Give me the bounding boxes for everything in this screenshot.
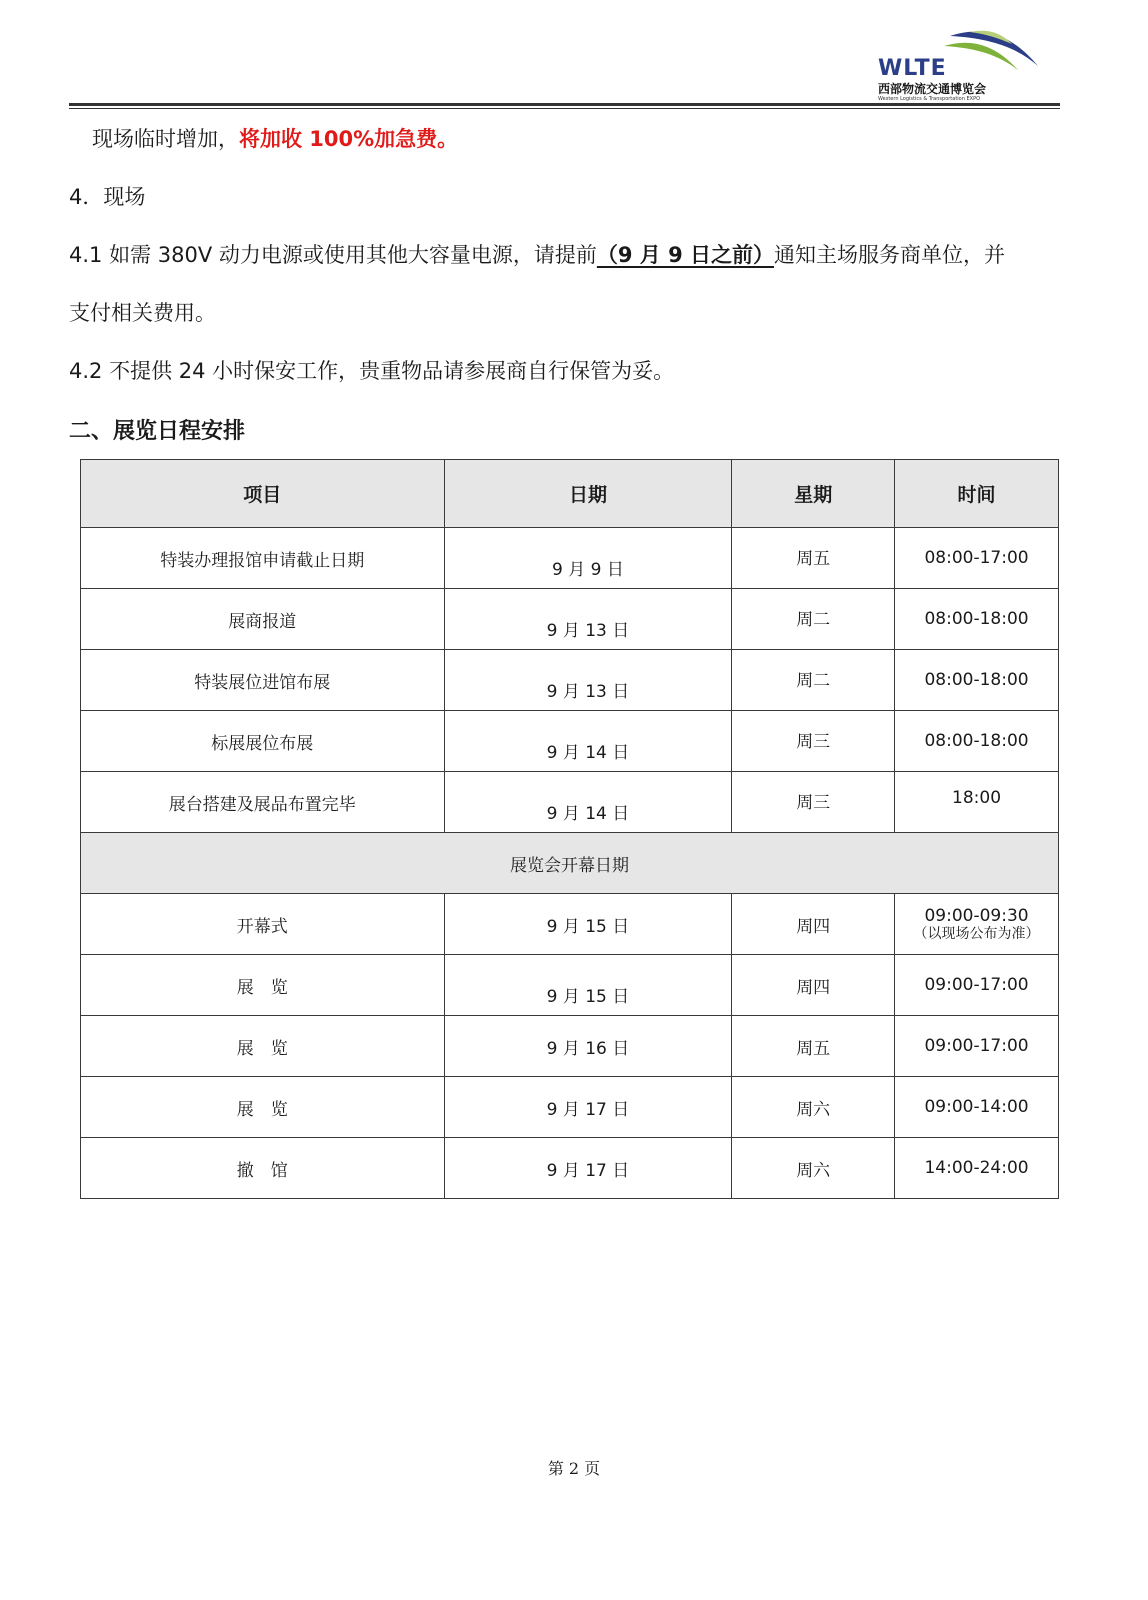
cell-date: 9 月 16 日 (444, 1016, 732, 1077)
cell-time: 09:00-14:00 (895, 1077, 1059, 1138)
cell-time: 09:00-17:00 (895, 1016, 1059, 1077)
cell-time: 08:00-18:00 (895, 589, 1059, 650)
cell-date: 9 月 15 日 (444, 955, 732, 1016)
cell-time (895, 894, 1059, 955)
surcharge-text: 现场临时增加， (92, 127, 239, 151)
cell-date: 9 月 17 日 (444, 1138, 732, 1199)
paragraph-4-1-cont: 支付相关费用。 (69, 301, 216, 325)
header-time: 时间 (895, 460, 1059, 528)
paragraph-4-1 (69, 240, 1005, 270)
cell-time: 08:00-18:00 (895, 711, 1059, 772)
cell-weekday: 周五 (732, 528, 895, 589)
table-row (81, 528, 1059, 589)
cell-item: 特装展位进馆布展 (81, 650, 445, 711)
cell-date: 9 月 13 日 (444, 589, 732, 650)
cell-date: 9 月 14 日 (444, 711, 732, 772)
item-4-1-text: 4.1 如需 380V 动力电源或使用其他大容量电源，请提前 (69, 243, 597, 267)
cell-time: 08:00-18:00 (895, 650, 1059, 711)
cell-item: 开幕式 (81, 894, 445, 955)
section-4-title: 4．现场 (69, 185, 146, 209)
cell-item: 展 览 (81, 955, 445, 1016)
table-row (81, 650, 1059, 711)
table-row (81, 589, 1059, 650)
header-rule-thin (69, 108, 1060, 109)
table-row (81, 1138, 1059, 1199)
cell-item: 特装办理报馆申请截止日期 (81, 528, 445, 589)
paragraph-surcharge (92, 124, 458, 154)
cell-time-value: 09:00-09:30 (924, 906, 1029, 926)
cell-date: 9 月 17 日 (444, 1077, 732, 1138)
cell-item: 标展展位布展 (81, 711, 445, 772)
table-row (81, 772, 1059, 833)
cell-weekday: 周二 (732, 650, 895, 711)
logo-chinese-name: 西部物流交通博览会 (878, 82, 987, 96)
cell-time: 09:00-17:00 (895, 955, 1059, 1016)
cell-date: 9 月 14 日 (444, 772, 732, 833)
cell-weekday: 周二 (732, 589, 895, 650)
cell-item: 撤 馆 (81, 1138, 445, 1199)
cell-time: 08:00-17:00 (895, 528, 1059, 589)
cell-weekday: 周三 (732, 772, 895, 833)
paragraph-4-2: 4.2 不提供 24 小时保安工作，贵重物品请参展商自行保管为妥。 (69, 359, 675, 383)
opening-dates-label: 展览会开幕日期 (81, 833, 1059, 894)
cell-date: 9 月 13 日 (444, 650, 732, 711)
surcharge-emphasis: 将加收 100%加急费。 (239, 127, 459, 151)
page-number: 第 2 页 (547, 1459, 601, 1478)
table-header-row (81, 460, 1059, 528)
item-4-1-suffix: 通知主场服务商单位，并 (774, 243, 1006, 267)
cell-date: 9 月 9 日 (444, 528, 732, 589)
cell-time: 18:00 (895, 772, 1059, 833)
table-row (81, 711, 1059, 772)
logo-brand: WLTE (878, 56, 947, 81)
cell-weekday: 周四 (732, 955, 895, 1016)
table-row (81, 955, 1059, 1016)
expo-logo (878, 28, 1058, 100)
cell-item: 展商报道 (81, 589, 445, 650)
cell-weekday: 周四 (732, 894, 895, 955)
table-row (81, 1016, 1059, 1077)
cell-item: 展 览 (81, 1016, 445, 1077)
cell-item: 展台搭建及展品布置完毕 (81, 772, 445, 833)
cell-date: 9 月 15 日 (444, 894, 732, 955)
cell-weekday: 周六 (732, 1138, 895, 1199)
cell-time: 14:00-24:00 (895, 1138, 1059, 1199)
table-row (81, 894, 1059, 955)
logo-english-name: Western Logistics & Transportation EXPO (878, 96, 981, 102)
schedule-table (80, 459, 1059, 1199)
cell-weekday: 周六 (732, 1077, 895, 1138)
section-2-title: 二、展览日程安排 (69, 419, 246, 444)
header-item: 项目 (81, 460, 445, 528)
cell-item: 展 览 (81, 1077, 445, 1138)
header-date: 日期 (444, 460, 732, 528)
cell-time-note: （以现场公布为准） (913, 926, 1040, 942)
cell-weekday: 周三 (732, 711, 895, 772)
item-4-1-deadline: （9 月 9 日之前） (596, 243, 775, 267)
header-weekday: 星期 (732, 460, 895, 528)
logo-wing-icon (940, 28, 1040, 78)
header-rule (69, 103, 1060, 106)
table-row (81, 1077, 1059, 1138)
table-span-row (81, 833, 1059, 894)
cell-weekday: 周五 (732, 1016, 895, 1077)
